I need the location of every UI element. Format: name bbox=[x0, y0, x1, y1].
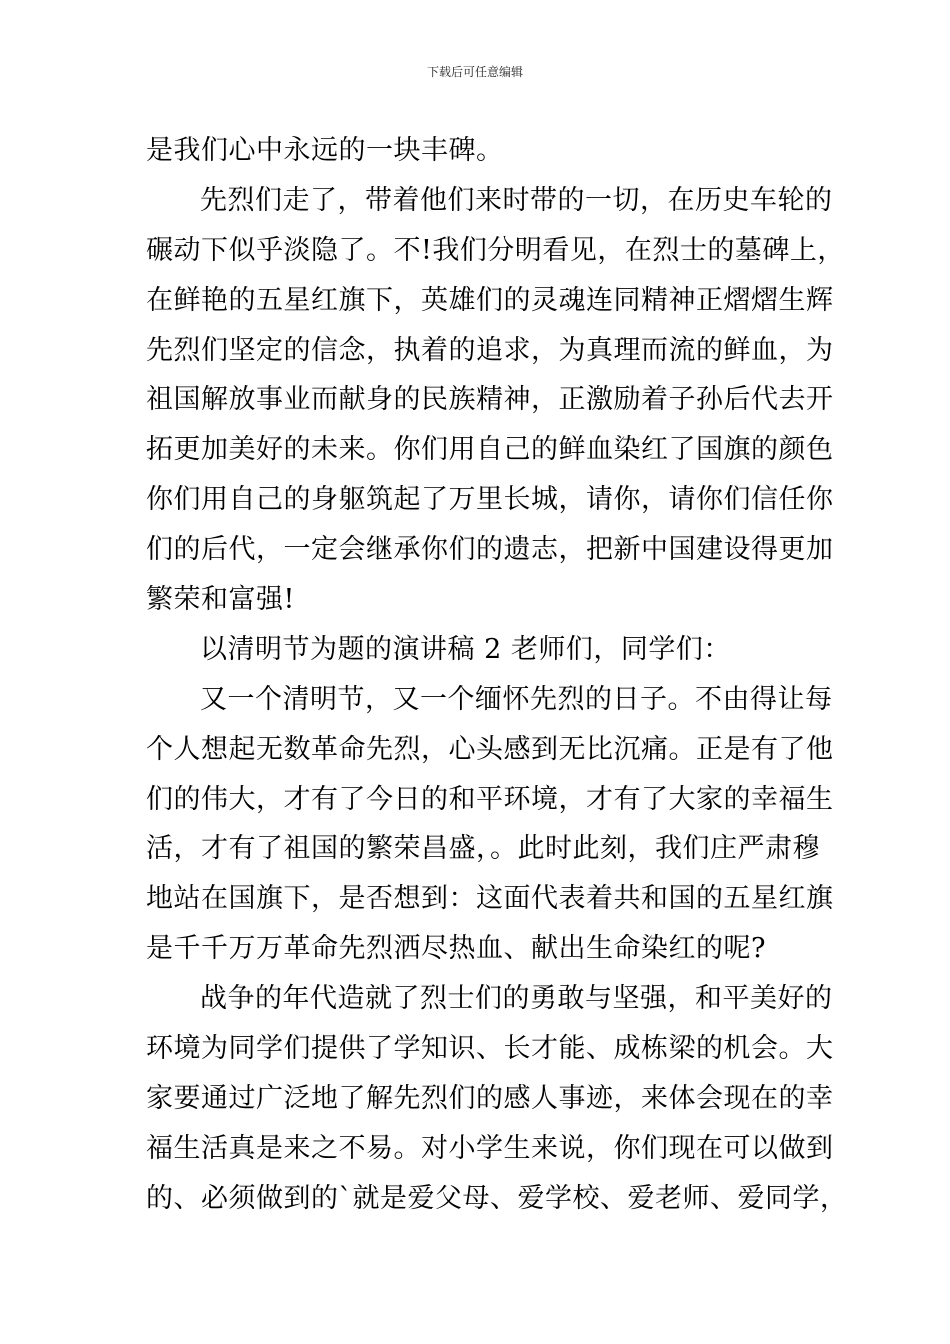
page-header: 下载后可任意编辑 bbox=[426, 65, 523, 79]
text-line: 活，才有了祖国的繁荣昌盛，。此时此刻，我们庄严肃穆 bbox=[146, 833, 820, 865]
text-line: 又一个清明节，又一个缅怀先烈的日子。不由得让每 bbox=[200, 683, 833, 715]
text-line: 是我们心中永远的一块丰碑。 bbox=[146, 135, 504, 166]
text-line: 们的后代，一定会继承你们的遗志，把新中国建设得更加 bbox=[146, 534, 834, 566]
text-line: 碾动下似乎淡隐了。不!我们分明看见，在烈士的墓碑上， bbox=[146, 234, 845, 266]
text-line: 你们用自己的身躯筑起了万里长城，请你，请你们信任你 bbox=[146, 484, 834, 516]
text-line: 在鲜艳的五星红旗下，英雄们的灵魂连同精神正熠熠生辉 bbox=[146, 284, 834, 316]
text-line: 拓更加美好的未来。你们用自己的鲜血染红了国旗的颜色 bbox=[146, 434, 834, 466]
text-line: 们的伟大，才有了今日的和平环境，才有了大家的幸福生 bbox=[146, 783, 834, 815]
text-line: 先烈们走了，带着他们来时带的一切，在历史车轮的 bbox=[200, 184, 833, 216]
document-body bbox=[146, 126, 848, 1224]
text-line: 地站在国旗下，是否想到：这面代表着共和国的五星红旗 bbox=[146, 883, 834, 915]
text-line: 福生活真是来之不易。对小学生来说，你们现在可以做到 bbox=[146, 1132, 834, 1164]
text-line: 以清明节为题的演讲稿 2 老师们，同学们： bbox=[200, 633, 731, 665]
text-line: 家要通过广泛地了解先烈们的感人事迹，来体会现在的幸 bbox=[146, 1082, 834, 1114]
text-line: 的、必须做到的`就是爱父母、爱学校、爱老师、爱同学， bbox=[146, 1182, 848, 1214]
text-line: 战争的年代造就了烈士们的勇敢与坚强，和平美好的 bbox=[200, 983, 833, 1015]
text-line: 祖国解放事业而献身的民族精神，正激励着子孙后代去开 bbox=[146, 384, 834, 416]
text-line: 个人想起无数革命先烈，心头感到无比沉痛。正是有了他 bbox=[146, 733, 834, 765]
text-line: 是千千万万革命先烈洒尽热血、献出生命染红的呢? bbox=[146, 933, 766, 965]
text-line: 先烈们坚定的信念，执着的追求，为真理而流的鲜血，为 bbox=[146, 334, 834, 366]
text-line: 繁荣和富强! bbox=[146, 584, 295, 616]
text-line: 环境为同学们提供了学知识、长才能、成栋梁的机会。大 bbox=[146, 1033, 834, 1065]
